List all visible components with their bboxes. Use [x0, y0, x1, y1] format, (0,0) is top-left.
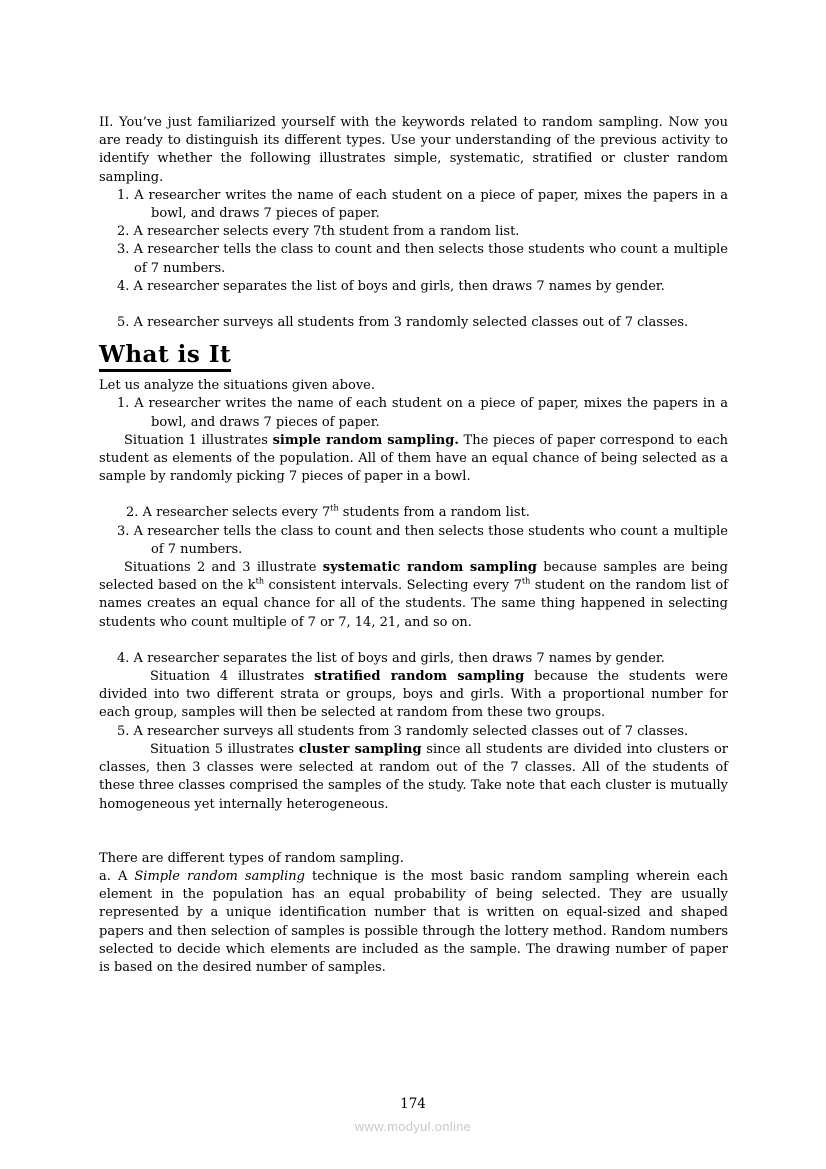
watermark: www.modyul.online [354, 1119, 472, 1134]
activity-item-2 [99, 223, 728, 241]
analysis-text: student on the random list of names creates an equal chance for all of the students. The same thing happened in selecting students who count multiple of 7 or 7, 14, 21, and so on. [99, 578, 728, 630]
analysis-situation-5 [99, 741, 728, 814]
item-text: A researcher surveys all students from 3 randomly selected classes out of 7 classes. [133, 723, 689, 739]
analysis-list-2 [99, 504, 728, 559]
analysis-text: Situation 1 illustrates [124, 432, 273, 448]
analysis-item-5 [99, 723, 728, 741]
analysis-list-3 [99, 650, 728, 668]
term-systematic-random-sampling: systematic random sampling [322, 560, 537, 576]
types-text: a. A [99, 868, 135, 884]
item-number: 4. [117, 278, 130, 294]
item-text: A researcher writes the name of each student on a piece of paper, mixes the papers in a bowl, and draws 7 pieces of paper. [134, 187, 728, 222]
item-text: A researcher tells the class to count and then selects those students who count a multiple of 7 numbers. [133, 523, 728, 557]
ordinal-suffix: th [521, 576, 531, 586]
analysis-item-4 [99, 650, 728, 668]
analysis-text: because samples are being selected based on the k [99, 560, 728, 594]
analysis-text: Situation 4 illustrates [150, 669, 315, 685]
item-text: A researcher selects every 7 [142, 505, 331, 521]
page-footer [0, 1096, 826, 1134]
item-text: A researcher tells the class to count and then selects those students who count a multiple of 7 numbers. [133, 242, 728, 276]
activity-item-1 [99, 187, 728, 223]
analysis-text: Situations 2 and 3 illustrate [124, 560, 323, 576]
section-heading: What is It [99, 341, 231, 372]
analysis-text: because the students were divided into two different strata or groups, boys and girls. With a proportional number for each group, samples will then be selected at random from these two groups. [99, 669, 728, 721]
types-simple-paragraph [99, 868, 728, 977]
analysis-situation-4 [99, 668, 728, 723]
activity-item-4 [99, 278, 728, 296]
analysis-item-1 [99, 395, 728, 431]
item-text: students from a random list. [338, 505, 530, 521]
analysis-text: Situation 5 illustrates [150, 741, 299, 757]
analysis-situation-1 [99, 432, 728, 487]
item-number: 1. [117, 396, 130, 412]
ordinal-suffix: th [255, 576, 265, 586]
activity-list [99, 187, 728, 332]
item-number: 2. [117, 224, 130, 240]
ordinal-suffix: th [330, 504, 339, 514]
term-simple-random-sampling: simple random sampling. [272, 432, 459, 448]
types-text: technique is the most basic random sampling wherein each element in the population has an equal probability of being selected. They are usually represented by a unique identification number that is written on equal-sized and shaped papers and then selection of samples is possible through the lottery method. Random numbers selected to decide which elements are included as the sample. The drawing number of paper is based on the desired number of samples. [99, 868, 728, 975]
item-number: 4. [117, 650, 130, 666]
lead-sentence: Let us analyze the situations given above. [99, 378, 375, 394]
analysis-item-2 [99, 504, 728, 522]
item-number: 1. [117, 187, 130, 203]
analysis-situations-2-3 [99, 559, 728, 632]
analysis-list-1 [99, 395, 728, 431]
item-number: 5. [117, 723, 130, 739]
analysis-text: consistent intervals. Selecting every 7 [264, 578, 522, 594]
analysis-item-3 [99, 523, 728, 559]
analysis-list-4 [99, 723, 728, 741]
page-content [99, 114, 728, 977]
types-intro: There are different types of random sampling. [99, 850, 404, 866]
item-text: A researcher separates the list of boys and girls, then draws 7 names by gender. [133, 650, 665, 666]
item-text: A researcher separates the list of boys and girls, then draws 7 names by gender. [133, 278, 665, 294]
term-cluster-sampling: cluster sampling [298, 741, 422, 757]
item-number: 3. [117, 523, 130, 539]
analysis-text: The pieces of paper correspond to each student as elements of the population. All of them have an equal chance of being selected as a sample by randomly picking 7 pieces of paper in a bowl. [99, 432, 728, 485]
item-text: A researcher selects every 7th student from a random list. [133, 224, 520, 240]
item-text: A researcher surveys all students from 3 randomly selected classes out of 7 classes. [133, 315, 689, 331]
item-number: 5. [117, 315, 130, 331]
activity-item-3 [99, 241, 728, 277]
term-stratified-random-sampling: stratified random sampling [314, 669, 525, 685]
term-simple-random-sampling-italic: Simple random sampling [134, 868, 305, 884]
item-number: 2. [126, 505, 139, 521]
page-number: 174 [400, 1096, 426, 1112]
section-heading-wrap [99, 341, 728, 372]
item-text: A researcher writes the name of each student on a piece of paper, mixes the papers in a bowl, and draws 7 pieces of paper. [134, 396, 728, 430]
item-number: 3. [117, 242, 130, 258]
analysis-text: since all students are divided into clusters or classes, then 3 classes were selected at random out of the 7 classes. All of the students of these three classes comprised the samples of the study. Take note that each cluster is mutually homogeneous yet internally heterogeneous. [99, 741, 728, 812]
activity-item-5 [99, 314, 728, 332]
activity-instructions: II. You’ve just familiarized yourself with the keywords related to random sampling. Now you are ready to distinguish its different types. Use your understanding of the previous activity to identify whether the following illustrates simple, systematic, stratified or cluster random sampling. [99, 115, 728, 185]
